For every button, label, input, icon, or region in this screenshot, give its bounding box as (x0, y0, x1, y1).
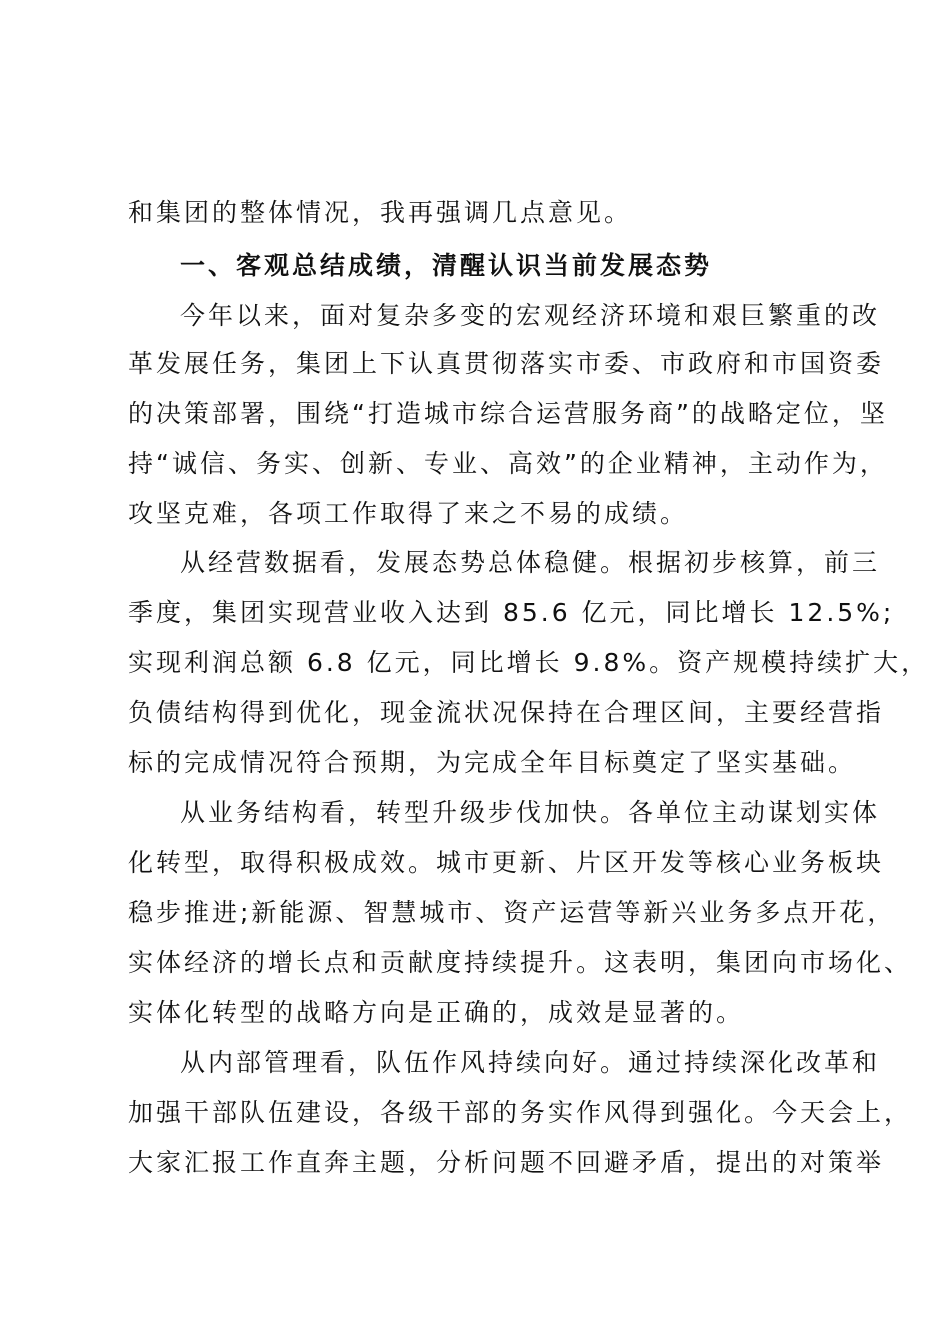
body-text-line: 化转型，取得积极成效。城市更新、片区开发等核心业务板块 (128, 848, 885, 877)
body-text-line: 季度，集团实现营业收入达到 85.6 亿元，同比增长 12.5%; (128, 598, 895, 627)
section-heading: 一、客观总结成绩，清醒认识当前发展态势 (180, 251, 713, 280)
paragraph-first-line: 今年以来，面对复杂多变的宏观经济环境和艰巨繁重的改 (180, 301, 881, 330)
body-text-line: 实体化转型的战略方向是正确的，成效是显著的。 (128, 998, 745, 1027)
body-text-line: 革发展任务，集团上下认真贯彻落实市委、市政府和市国资委 (128, 349, 885, 378)
body-text-line: 标的完成情况符合预期，为完成全年目标奠定了坚实基础。 (128, 748, 857, 777)
body-text-line: 稳步推进;新能源、智慧城市、资产运营等新兴业务多点开花， (128, 898, 896, 927)
body-text-line: 加强干部队伍建设，各级干部的务实作风得到强化。今天会上， (128, 1098, 913, 1127)
paragraph-first-line: 从业务结构看，转型升级步伐加快。各单位主动谋划实体 (180, 798, 881, 827)
body-text-line: 持“诚信、务实、创新、专业、高效”的企业精神，主动作为， (128, 449, 888, 478)
body-text-line: 实现利润总额 6.8 亿元，同比增长 9.8%。资产规模持续扩大， (128, 648, 930, 677)
body-text-line: 的决策部署，围绕“打造城市综合运营服务商”的战略定位，坚 (128, 399, 888, 428)
body-text-line: 攻坚克难，各项工作取得了来之不易的成绩。 (128, 499, 689, 528)
body-text-line: 和集团的整体情况，我再强调几点意见。 (128, 198, 633, 227)
body-text-line: 大家汇报工作直奔主题，分析问题不回避矛盾，提出的对策举 (128, 1148, 885, 1177)
paragraph-first-line: 从内部管理看，队伍作风持续向好。通过持续深化改革和 (180, 1048, 881, 1077)
body-text-line: 实体经济的增长点和贡献度持续提升。这表明，集团向市场化、 (128, 948, 913, 977)
body-text-line: 负债结构得到优化，现金流状况保持在合理区间，主要经营指 (128, 698, 885, 727)
paragraph-first-line: 从经营数据看，发展态势总体稳健。根据初步核算，前三 (180, 548, 881, 577)
